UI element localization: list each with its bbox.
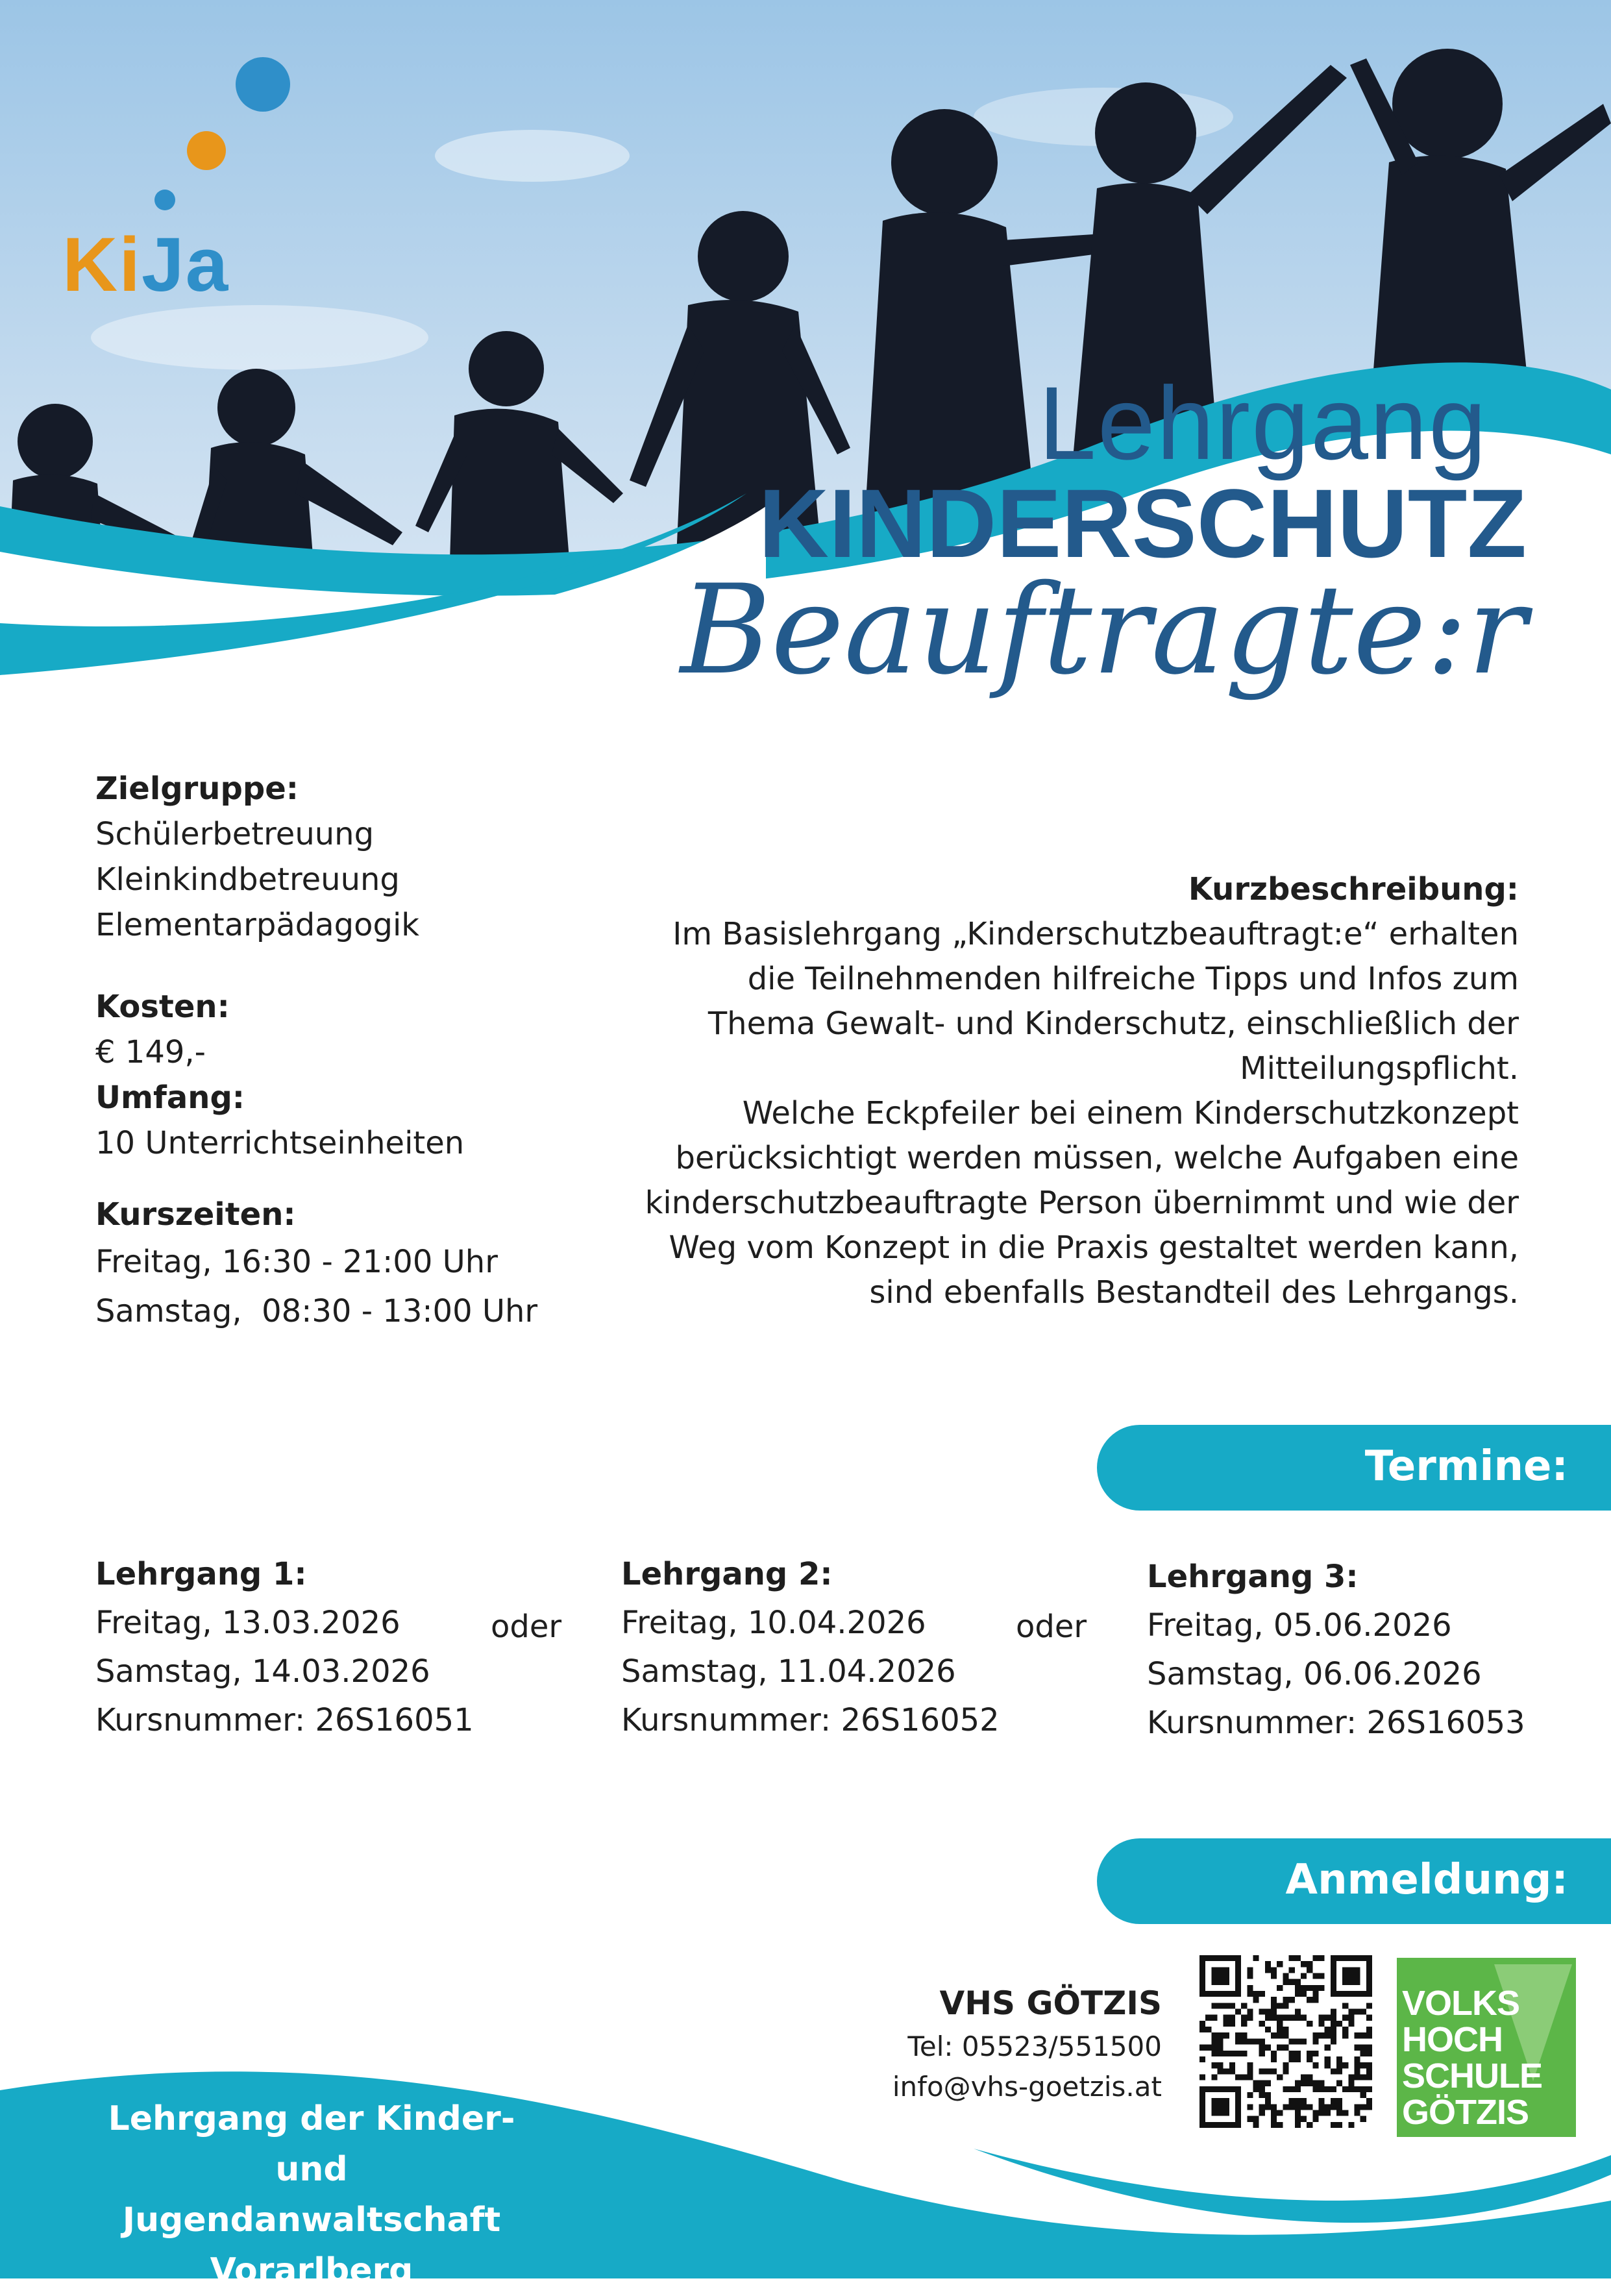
kosten-value: € 149,-	[95, 1034, 206, 1070]
kurszeiten-label: Kurszeiten:	[95, 1196, 296, 1233]
info-column	[95, 766, 589, 1336]
footer-line: Lehrgang der Kinder- und	[108, 2099, 515, 2189]
course-title: Lehrgang 3:	[1147, 1559, 1359, 1595]
umfang-value: 10 Unterrichtseinheiten	[95, 1125, 465, 1161]
umfang-label: Umfang:	[95, 1080, 245, 1116]
vhs-logo-line: GÖTZIS	[1402, 2093, 1529, 2132]
kija-logo-ja: Ja	[141, 222, 230, 308]
contact-name: VHS GÖTZIS	[939, 1984, 1162, 2022]
oder-separator: oder	[1016, 1609, 1087, 1645]
course-number: Kursnummer: 26S16053	[1147, 1705, 1525, 1741]
course-1	[95, 1550, 474, 1745]
qr-code-icon[interactable]	[1199, 1955, 1372, 2128]
course-day1: Freitag, 13.03.2026	[95, 1605, 400, 1641]
description-line: Mitteilungspflicht.	[1240, 1050, 1519, 1087]
zielgruppe-label: Zielgruppe:	[95, 771, 299, 807]
footer-line: Jugendanwaltschaft	[122, 2201, 501, 2240]
vhs-logo-line: VOLKS	[1402, 1984, 1520, 2023]
course-title: Lehrgang 2:	[621, 1556, 833, 1592]
kurzbeschreibung	[597, 867, 1519, 1315]
zielgruppe-item: Schülerbetreuung	[95, 816, 375, 852]
contact-email[interactable]: info@vhs-goetzis.at	[892, 2071, 1162, 2103]
description-line: berücksichtigt werden müssen, welche Aufgaben eine	[675, 1140, 1519, 1176]
description-line: Weg vom Konzept in die Praxis gestaltet werden kann,	[669, 1229, 1519, 1266]
kurszeiten-item: Samstag, 08:30 - 13:00 Uhr	[95, 1293, 538, 1329]
course-number: Kursnummer: 26S16052	[621, 1702, 1000, 1738]
kosten-label: Kosten:	[95, 989, 230, 1025]
description-line: sind ebenfalls Bestandteil des Lehrgangs.	[869, 1274, 1519, 1311]
title-kinderschutz: KINDERSCHUTZ	[758, 469, 1527, 578]
footer-line: Vorarlberg	[210, 2251, 413, 2290]
kija-logo-ki: Ki	[62, 222, 141, 308]
zielgruppe-item: Elementarpädagogik	[95, 907, 420, 943]
course-3	[1147, 1553, 1525, 1747]
description-line: Welche Eckpfeiler bei einem Kinderschutzkonzept	[742, 1095, 1519, 1131]
course-title: Lehrgang 1:	[95, 1556, 307, 1592]
vhs-logo-line: HOCH	[1402, 2020, 1503, 2059]
description-line: die Teilnehmenden hilfreiche Tipps und Infos zum	[747, 961, 1519, 997]
kija-logo	[62, 221, 229, 309]
termine-banner: Termine:	[1097, 1425, 1611, 1511]
course-day2: Samstag, 14.03.2026	[95, 1653, 430, 1690]
description-line: Thema Gewalt- und Kinderschutz, einschließlich der	[707, 1006, 1519, 1042]
course-2	[621, 1550, 1000, 1745]
kurszeiten-item: Freitag, 16:30 - 21:00 Uhr	[95, 1244, 498, 1280]
course-day1: Freitag, 10.04.2026	[621, 1605, 926, 1641]
title-beauftragte: Beauftragte:r	[680, 558, 1527, 702]
zielgruppe-item: Kleinkindbetreuung	[95, 861, 400, 898]
oder-separator: oder	[491, 1609, 562, 1645]
course-day1: Freitag, 05.06.2026	[1147, 1607, 1452, 1644]
vhs-logo-line: SCHULE	[1402, 2056, 1543, 2095]
kurzbeschreibung-label: Kurzbeschreibung:	[1188, 871, 1519, 907]
footer-organisation	[78, 2093, 545, 2296]
vhs-goetzis-logo	[1397, 1958, 1576, 2137]
course-day2: Samstag, 11.04.2026	[621, 1653, 956, 1690]
title-lehrgang: Lehrgang	[1038, 365, 1488, 481]
contact-block	[892, 1980, 1162, 2107]
description-line: kinderschutzbeauftragte Person übernimmt und wie der	[645, 1185, 1519, 1221]
course-number: Kursnummer: 26S16051	[95, 1702, 474, 1738]
contact-phone[interactable]: Tel: 05523/551500	[907, 2031, 1162, 2062]
course-day2: Samstag, 06.06.2026	[1147, 1656, 1482, 1692]
anmeldung-banner: Anmeldung:	[1097, 1838, 1611, 1924]
description-line: Im Basislehrgang „Kinderschutzbeauftragt:e“ erhalten	[672, 916, 1519, 952]
